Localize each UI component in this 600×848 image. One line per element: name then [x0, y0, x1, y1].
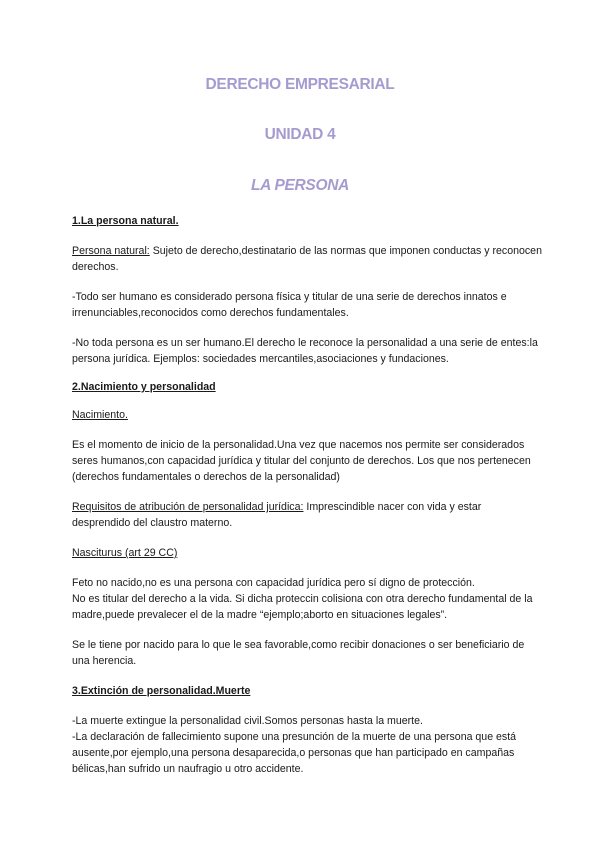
subheading-nacimiento: Nacimiento.: [72, 409, 128, 421]
topic-title: LA PERSONA: [250, 177, 350, 194]
section-1-paragraph-2: -No toda persona es un ser humano.El derecho le reconoce la personalidad a una serie de entes:la persona jurídica. Ejemplos: sociedades mercantiles,asociaciones y fundaciones.: [72, 337, 538, 365]
section-2-paragraph-3: Se le tiene por nacido para lo que le sea favorable,como recibir donaciones o ser beneficiario de una herencia.: [72, 639, 525, 667]
course-title: DERECHO EMPRESARIAL: [205, 76, 395, 93]
definition-label: Persona natural:: [72, 245, 150, 257]
section-2-requisitos: [72, 499, 542, 531]
section-2-paragraph-1: Es el momento de inicio de la personalidad.Una vez que nacemos nos permite ser considerados seres humanos,con capacidad jurídica y titular del conjunto de derechos. Los que nos pertenecen (derechos fundamentales o derechos de la personalidad): [72, 439, 531, 483]
section-1-paragraph-1: -Todo ser humano es considerado persona física y titular de una serie de derechos innatos e irrenunciables,reconocidos como derechos fundamentales.: [72, 291, 507, 319]
requisitos-label: Requisitos de atribución de personalidad jurídica:: [72, 501, 304, 513]
document-body: [72, 213, 542, 777]
subheading-nasciturus: Nasciturus (art 29 CC): [72, 547, 178, 559]
definition-text: Sujeto de derecho,destinatario de las normas que imponen conductas y reconocen derechos.: [72, 245, 542, 273]
section-3-paragraph-1: -La muerte extingue la personalidad civil.Somos personas hasta la muerte.: [72, 715, 423, 727]
section-1-heading: 1.La persona natural.: [72, 215, 179, 227]
section-2-paragraph-2-line-1: Feto no nacido,no es una persona con capacidad jurídica pero sí digno de protección.: [72, 577, 475, 589]
section-2-paragraph-2-line-2: No es titular del derecho a la vida. Si dicha proteccin colisiona con otra derecho fundamental de la madre,puede prevalecer el de la madre “ejemplo;aborto en situaciones legales”.: [72, 593, 533, 621]
unit-title: UNIDAD 4: [264, 126, 336, 143]
section-1-definition: [72, 243, 542, 275]
requisitos-text: Imprescindible nacer con vida y estar desprendido del claustro materno.: [72, 501, 482, 529]
section-2-heading: 2.Nacimiento y personalidad: [72, 381, 216, 393]
section-3-heading: 3.Extinción de personalidad.Muerte: [72, 685, 251, 697]
section-3-paragraph-2: -La declaración de fallecimiento supone una presunción de la muerte de una persona que está ausente,por ejemplo,una persona desaparecida,o personas que han participado en campañas bélicas,han sufrido un naufragio u otro accidente.: [72, 731, 517, 775]
